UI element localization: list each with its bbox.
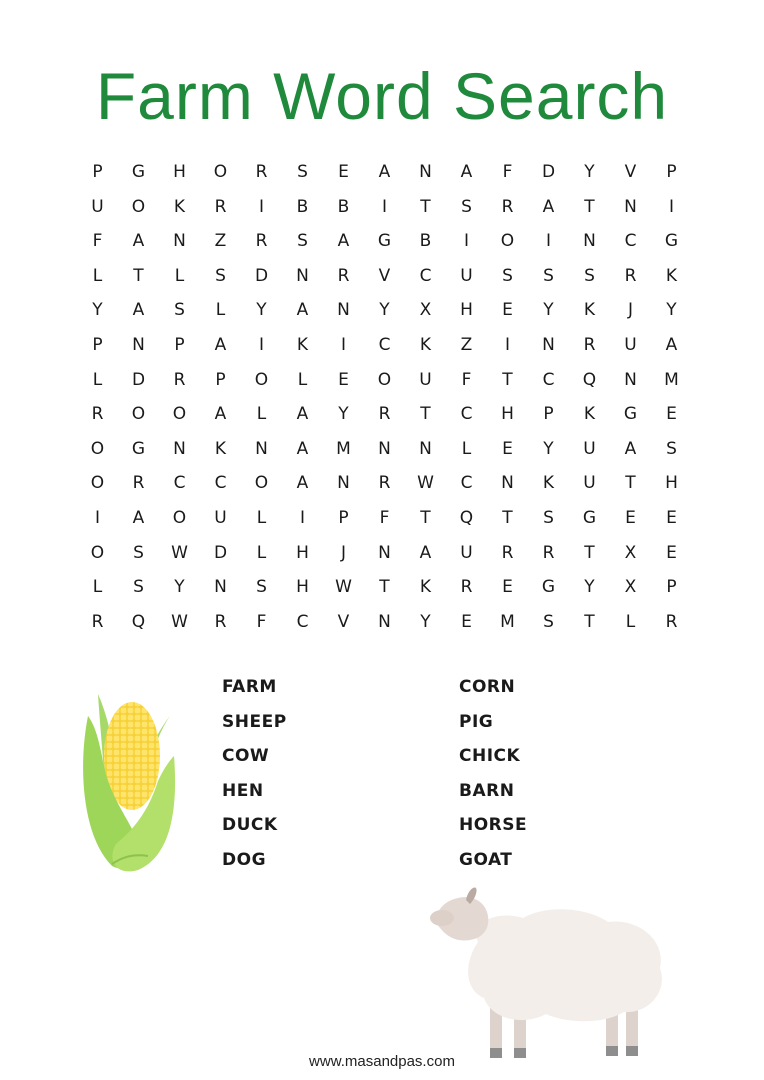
grid-letter: R bbox=[337, 265, 350, 286]
grid-letter: A bbox=[296, 473, 309, 494]
grid-letter: R bbox=[501, 196, 514, 217]
grid-letter: I bbox=[463, 231, 469, 252]
grid-letter: K bbox=[583, 404, 596, 425]
grid-letter: R bbox=[132, 473, 145, 494]
grid-letter: N bbox=[378, 611, 391, 632]
grid-letter: C bbox=[419, 265, 432, 286]
grid-letter: W bbox=[335, 577, 352, 598]
grid-letter: D bbox=[541, 162, 556, 182]
grid-letter: D bbox=[213, 542, 228, 563]
grid-letter: R bbox=[460, 577, 473, 598]
word-list-item: HEN bbox=[222, 780, 264, 801]
grid-letter: E bbox=[625, 507, 636, 528]
word-list-item: GOAT bbox=[459, 849, 513, 870]
grid-letter: F bbox=[461, 369, 472, 390]
grid-letter: A bbox=[132, 300, 145, 321]
grid-letter: P bbox=[666, 162, 677, 182]
grid-letter: K bbox=[665, 265, 678, 286]
grid-letter: B bbox=[419, 231, 432, 252]
grid-letter: S bbox=[543, 265, 554, 286]
grid-letter: L bbox=[256, 404, 267, 425]
grid-letter: G bbox=[131, 438, 146, 459]
grid-letter: Y bbox=[92, 300, 103, 321]
grid-letter: G bbox=[623, 404, 638, 425]
grid-letter: A bbox=[132, 507, 145, 528]
grid-letter: G bbox=[582, 507, 597, 528]
grid-letter: L bbox=[625, 611, 636, 632]
grid-letter: O bbox=[500, 231, 515, 252]
grid-letter: W bbox=[171, 542, 188, 563]
grid-letter: O bbox=[213, 162, 228, 182]
grid-letter: E bbox=[666, 507, 677, 528]
grid-letter: F bbox=[502, 162, 513, 182]
grid-letter: C bbox=[378, 334, 391, 355]
grid-letter: N bbox=[378, 542, 391, 563]
grid-letter: L bbox=[92, 265, 103, 286]
grid-letter: K bbox=[583, 300, 596, 321]
grid-letter: L bbox=[256, 542, 267, 563]
grid-letter: X bbox=[624, 542, 637, 563]
grid-letter: M bbox=[336, 438, 351, 459]
grid-letter: E bbox=[666, 542, 677, 563]
grid-letter: T bbox=[133, 265, 144, 286]
grid-letter: I bbox=[340, 334, 346, 355]
grid-letter: E bbox=[666, 404, 677, 425]
grid-letter: R bbox=[173, 369, 186, 390]
grid-letter: V bbox=[624, 162, 637, 182]
grid-letter: A bbox=[296, 300, 309, 321]
grid-letter: V bbox=[378, 265, 391, 286]
grid-letter: J bbox=[627, 300, 633, 321]
grid-letter: A bbox=[624, 438, 637, 459]
grid-letter: R bbox=[255, 231, 268, 252]
grid-letter: H bbox=[296, 542, 309, 563]
grid-letter: L bbox=[256, 507, 267, 528]
grid-letter: R bbox=[583, 334, 596, 355]
word-list-item: FARM bbox=[222, 677, 277, 697]
grid-letter: K bbox=[296, 334, 309, 355]
grid-letter: S bbox=[256, 577, 267, 598]
grid-letter: U bbox=[214, 507, 227, 528]
grid-letter: O bbox=[254, 369, 269, 390]
page-title: Farm Word Search bbox=[95, 59, 669, 133]
grid-letter: S bbox=[297, 162, 308, 182]
grid-letter: S bbox=[543, 611, 554, 632]
grid-letter: N bbox=[337, 300, 350, 321]
grid-letter: L bbox=[174, 265, 185, 286]
grid-letter: T bbox=[502, 507, 513, 528]
grid-letter: A bbox=[460, 162, 473, 182]
grid-letter: O bbox=[131, 404, 146, 425]
grid-letter: I bbox=[94, 507, 100, 528]
word-list-item: BARN bbox=[459, 780, 515, 801]
grid-letter: N bbox=[419, 438, 432, 459]
grid-letter: S bbox=[461, 196, 472, 217]
grid-letter: H bbox=[501, 404, 514, 425]
grid-letter: A bbox=[296, 438, 309, 459]
grid-letter: A bbox=[132, 231, 145, 252]
grid-letter: S bbox=[666, 438, 677, 459]
grid-letter: A bbox=[214, 404, 227, 425]
grid-letter: N bbox=[132, 334, 145, 355]
grid-letter: N bbox=[337, 473, 350, 494]
grid-letter: H bbox=[665, 473, 678, 494]
grid-letter: O bbox=[377, 369, 392, 390]
grid-letter: I bbox=[258, 334, 264, 355]
grid-letter: E bbox=[502, 577, 513, 598]
grid-letter: E bbox=[502, 300, 513, 321]
grid-letter: T bbox=[420, 196, 431, 217]
word-list-column-1 bbox=[222, 670, 287, 877]
grid-letter: I bbox=[504, 334, 510, 355]
grid-letter: L bbox=[297, 369, 308, 390]
grid-letter: S bbox=[297, 231, 308, 252]
grid-letter: G bbox=[664, 231, 679, 252]
grid-letter: G bbox=[131, 162, 146, 182]
grid-letter: E bbox=[502, 438, 513, 459]
grid-letter: K bbox=[173, 196, 186, 217]
word-list-item: COW bbox=[222, 746, 270, 766]
grid-letter: Y bbox=[666, 300, 677, 321]
grid-letter: E bbox=[338, 162, 349, 182]
word-list-item: CORN bbox=[459, 677, 516, 697]
grid-letter: S bbox=[215, 265, 226, 286]
grid-letter: N bbox=[542, 334, 555, 355]
grid-letter: N bbox=[214, 577, 227, 598]
grid-letter: Z bbox=[214, 231, 227, 252]
grid-letter: R bbox=[91, 611, 104, 632]
grid-letter: B bbox=[337, 196, 350, 217]
grid-letter: K bbox=[419, 334, 432, 355]
grid-letter: F bbox=[256, 611, 267, 632]
grid-letter: Y bbox=[584, 162, 595, 182]
grid-letter: U bbox=[419, 369, 432, 390]
grid-letter: A bbox=[542, 196, 555, 217]
grid-letter: B bbox=[296, 196, 309, 217]
grid-letter: S bbox=[502, 265, 513, 286]
grid-letter: Y bbox=[174, 577, 185, 598]
grid-letter: N bbox=[624, 196, 637, 217]
grid-letter: N bbox=[624, 369, 637, 390]
grid-letter: S bbox=[174, 300, 185, 321]
grid-letter: R bbox=[501, 542, 514, 563]
grid-letter: C bbox=[542, 369, 555, 390]
grid-letter: L bbox=[215, 300, 226, 321]
grid-letter: Z bbox=[460, 334, 473, 355]
grid-letter: U bbox=[624, 334, 637, 355]
grid-letter: K bbox=[419, 577, 432, 598]
grid-letter: N bbox=[419, 162, 432, 182]
grid-letter: A bbox=[419, 542, 432, 563]
grid-letter: I bbox=[668, 196, 674, 217]
grid-letter: J bbox=[340, 542, 346, 563]
grid-letter: C bbox=[460, 473, 473, 494]
grid-letter: Q bbox=[459, 507, 474, 528]
grid-letter: V bbox=[337, 611, 350, 632]
grid-letter: P bbox=[174, 334, 185, 355]
grid-letter: S bbox=[584, 265, 595, 286]
grid-letter: X bbox=[419, 300, 432, 321]
grid-letter: S bbox=[543, 507, 554, 528]
grid-letter: T bbox=[379, 577, 390, 598]
word-list-item: HORSE bbox=[459, 815, 528, 835]
word-list-item: SHEEP bbox=[222, 711, 287, 732]
grid-letter: N bbox=[583, 231, 596, 252]
letter-grid bbox=[77, 155, 692, 639]
grid-letter: C bbox=[624, 231, 637, 252]
grid-letter: W bbox=[171, 611, 188, 632]
grid-letter: O bbox=[90, 473, 105, 494]
grid-letter: D bbox=[254, 265, 269, 286]
grid-letter: C bbox=[173, 473, 186, 494]
grid-letter: O bbox=[90, 438, 105, 459]
grid-letter: Y bbox=[379, 300, 390, 321]
grid-letter: E bbox=[338, 369, 349, 390]
grid-letter: H bbox=[173, 162, 186, 182]
grid-letter: Y bbox=[543, 438, 554, 459]
grid-letter: O bbox=[131, 196, 146, 217]
word-list-item: DOG bbox=[222, 849, 267, 870]
word-list-item: CHICK bbox=[459, 746, 521, 766]
grid-letter: T bbox=[625, 473, 636, 494]
grid-letter: N bbox=[173, 438, 186, 459]
word-list-item: DUCK bbox=[222, 815, 278, 835]
grid-letter: A bbox=[337, 231, 350, 252]
grid-letter: A bbox=[296, 404, 309, 425]
grid-letter: A bbox=[378, 162, 391, 182]
grid-letter: R bbox=[624, 265, 637, 286]
grid-letter: L bbox=[92, 577, 103, 598]
grid-letter: F bbox=[92, 231, 103, 252]
grid-letter: S bbox=[133, 542, 144, 563]
grid-letter: K bbox=[542, 473, 555, 494]
grid-letter: G bbox=[377, 231, 392, 252]
grid-letter: O bbox=[172, 507, 187, 528]
grid-letter: H bbox=[296, 577, 309, 598]
grid-letter: R bbox=[378, 473, 391, 494]
grid-letter: T bbox=[584, 611, 595, 632]
corn-icon bbox=[78, 686, 178, 876]
grid-letter: R bbox=[91, 404, 104, 425]
grid-letter: Y bbox=[584, 577, 595, 598]
grid-letter: R bbox=[214, 196, 227, 217]
grid-letter: T bbox=[502, 369, 513, 390]
grid-letter: R bbox=[665, 611, 678, 632]
grid-letter: Q bbox=[582, 369, 597, 390]
grid-letter: R bbox=[214, 611, 227, 632]
grid-letter: P bbox=[215, 369, 226, 390]
grid-letter: P bbox=[338, 507, 349, 528]
grid-letter: P bbox=[92, 334, 103, 355]
grid-letter: N bbox=[255, 438, 268, 459]
grid-letter: A bbox=[665, 334, 678, 355]
grid-letter: D bbox=[131, 369, 146, 390]
grid-letter: R bbox=[542, 542, 555, 563]
grid-letter: T bbox=[584, 542, 595, 563]
grid-letter: U bbox=[583, 438, 596, 459]
grid-letter: U bbox=[460, 265, 473, 286]
grid-letter: F bbox=[379, 507, 390, 528]
grid-letter: C bbox=[214, 473, 227, 494]
grid-letter: T bbox=[584, 196, 595, 217]
grid-letter: Y bbox=[543, 300, 554, 321]
grid-letter: P bbox=[92, 162, 103, 182]
grid-letter: I bbox=[258, 196, 264, 217]
grid-letter: U bbox=[583, 473, 596, 494]
grid-letter: I bbox=[545, 231, 551, 252]
grid-letter: H bbox=[460, 300, 473, 321]
grid-letter: I bbox=[299, 507, 305, 528]
grid-letter: Q bbox=[131, 611, 146, 632]
grid-letter: K bbox=[214, 438, 227, 459]
grid-letter: N bbox=[378, 438, 391, 459]
grid-letter: C bbox=[460, 404, 473, 425]
grid-letter: C bbox=[296, 611, 309, 632]
sheep-icon bbox=[428, 882, 673, 1064]
grid-letter: A bbox=[214, 334, 227, 355]
grid-letter: R bbox=[255, 162, 268, 182]
grid-letter: O bbox=[254, 473, 269, 494]
word-list-column-2 bbox=[459, 670, 527, 877]
grid-letter: L bbox=[92, 369, 103, 390]
grid-letter: E bbox=[461, 611, 472, 632]
grid-letter: T bbox=[420, 507, 431, 528]
grid-letter: R bbox=[378, 404, 391, 425]
grid-letter: Y bbox=[420, 611, 431, 632]
grid-letter: W bbox=[417, 473, 434, 494]
grid-letter: I bbox=[381, 196, 387, 217]
footer-website: www.masandpas.com bbox=[309, 1053, 455, 1070]
grid-letter: N bbox=[296, 265, 309, 286]
grid-letter: M bbox=[664, 369, 679, 390]
grid-letter: Y bbox=[256, 300, 267, 321]
grid-letter: N bbox=[173, 231, 186, 252]
grid-letter: G bbox=[541, 577, 556, 598]
grid-letter: P bbox=[543, 404, 554, 425]
grid-letter: S bbox=[133, 577, 144, 598]
grid-letter: U bbox=[460, 542, 473, 563]
grid-letter: P bbox=[666, 577, 677, 598]
grid-letter: T bbox=[420, 404, 431, 425]
grid-letter: U bbox=[91, 196, 104, 217]
grid-letter: X bbox=[624, 577, 637, 598]
grid-letter: Y bbox=[338, 404, 349, 425]
grid-letter: N bbox=[501, 473, 514, 494]
grid-letter: L bbox=[461, 438, 472, 459]
grid-letter: O bbox=[172, 404, 187, 425]
grid-letter: O bbox=[90, 542, 105, 563]
grid-letter: M bbox=[500, 611, 515, 632]
word-list-item: PIG bbox=[459, 711, 494, 732]
